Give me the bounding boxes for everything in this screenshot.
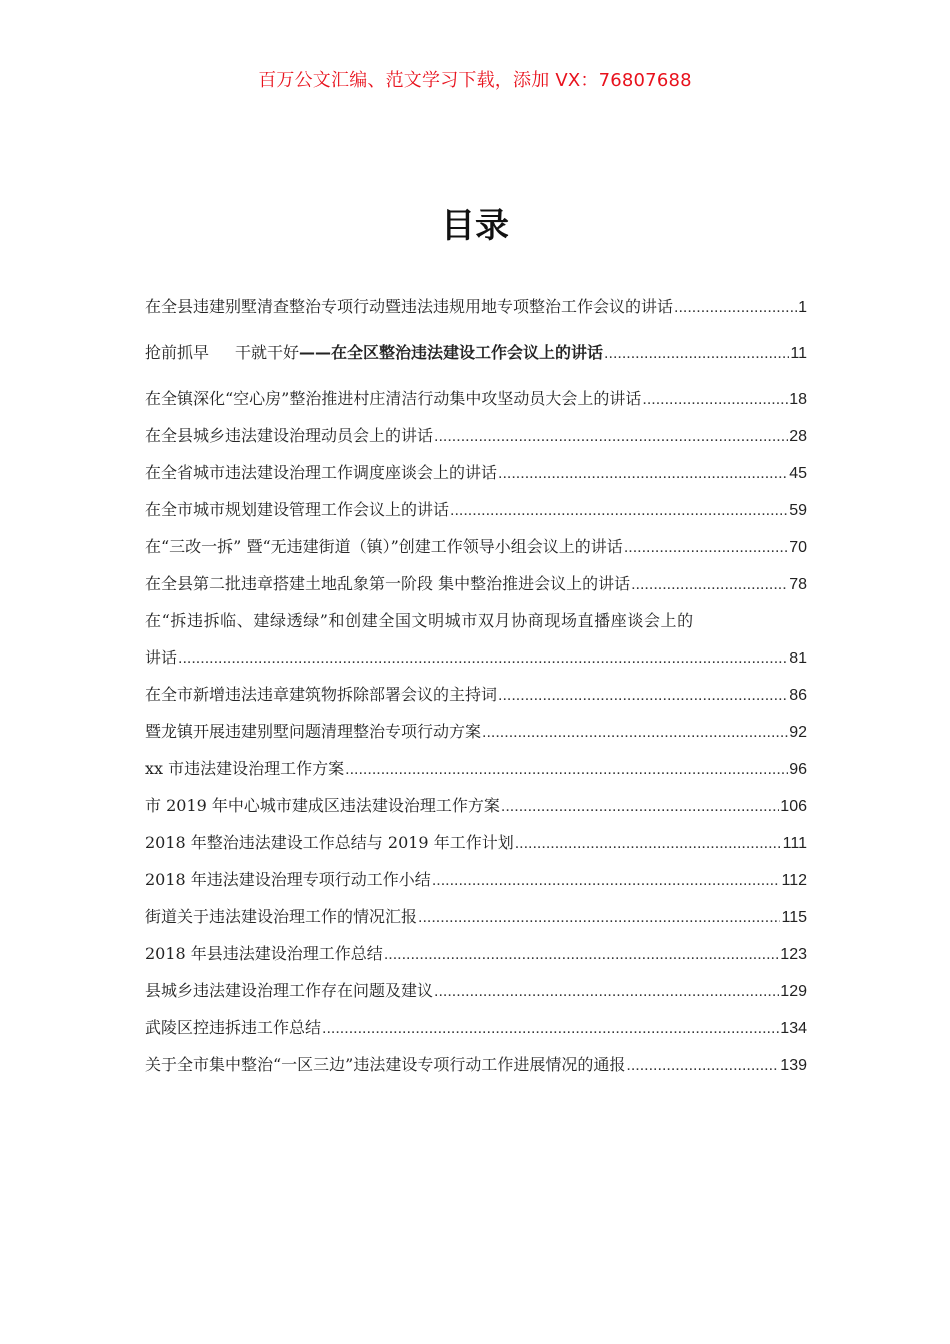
toc-entry[interactable] (145, 497, 807, 534)
toc-entry[interactable] (145, 978, 807, 1015)
toc-leader-dots (434, 983, 779, 1001)
toc-entry-page: 112 (781, 872, 807, 889)
toc-entry-label: 在全市新增违法违章建筑物拆除部署会议的主持词 (145, 685, 498, 704)
toc-leader-dots (345, 761, 788, 779)
toc-entry[interactable] (145, 830, 807, 867)
toc-entry[interactable] (145, 1052, 807, 1089)
toc-entry[interactable] (145, 904, 807, 941)
toc-entry-label: 暨龙镇开展违建别墅问题清理整治专项行动方案 (145, 722, 482, 741)
toc-entry-label: 在全市城市规划建设管理工作会议上的讲话 (145, 500, 450, 519)
toc-entry-page: 134 (780, 1020, 807, 1037)
toc-entry[interactable] (145, 534, 807, 571)
toc-entry-page: 139 (780, 1057, 807, 1074)
toc-entry-label: 在全县城乡违法建设治理动员会上的讲话 (145, 426, 434, 445)
toc-leader-dots (498, 687, 788, 705)
toc-entry-page: 81 (789, 650, 807, 667)
toc-leader-dots (642, 391, 788, 409)
toc-entry-label: 县城乡违法建设治理工作存在问题及建议 (145, 981, 434, 1000)
toc-leader-dots (604, 345, 789, 363)
toc-entry-label (145, 340, 603, 363)
toc-entry-page: 78 (789, 576, 807, 593)
header-contact-note: 百万公文汇编、范文学习下载，添加 VX：76807688 (258, 70, 692, 91)
toc-leader-dots (631, 576, 788, 594)
toc-leader-dots (434, 428, 788, 446)
toc-entry[interactable] (145, 294, 807, 331)
toc-leader-dots (384, 946, 779, 964)
toc-entry-page: 28 (789, 428, 807, 445)
toc-entry-page: 123 (780, 946, 807, 963)
toc-leader-dots (178, 650, 788, 668)
toc-entry-page: 92 (789, 724, 807, 741)
toc-entry-label: 在“拆违拆临、建绿透绿”和创建全国文明城市双月协商现场直播座谈会上的 (145, 611, 694, 630)
toc-entry[interactable] (145, 719, 807, 756)
toc-entry-label: 2018 年县违法建设治理工作总结 (145, 944, 383, 963)
toc-entry-label-part: 干就干好 (235, 343, 300, 362)
toc-entry-label: 在全省城市违法建设治理工作调度座谈会上的讲话 (145, 463, 498, 482)
toc-entry-label: 市 2019 年中心城市建成区违法建设治理工作方案 (145, 796, 500, 815)
page-title: 目录 (441, 206, 509, 246)
toc-leader-dots (450, 502, 788, 520)
toc-leader-dots (515, 835, 782, 853)
toc-entry-label: 武陵区控违拆违工作总结 (145, 1018, 322, 1037)
toc-entry[interactable] (145, 608, 807, 682)
toc-entry-page: 86 (789, 687, 807, 704)
toc-entry-subtitle: ——在全区整治违法建设工作会议上的讲话 (299, 343, 604, 362)
toc-leader-dots (498, 465, 788, 483)
toc-entry[interactable] (145, 386, 807, 423)
toc-entry[interactable] (145, 1015, 807, 1052)
toc-entry-label: 2018 年整治违法建设工作总结与 2019 年工作计划 (145, 833, 514, 852)
toc-entry-page: 70 (789, 539, 807, 556)
toc-entry-page: 1 (798, 299, 807, 316)
toc-leader-dots (624, 539, 788, 557)
toc-entry[interactable] (145, 340, 807, 377)
toc-entry-label: xx 市违法建设治理工作方案 (145, 759, 345, 778)
toc-entry-label: 在全镇深化“空心房”整治推进村庄清洁行动集中攻坚动员大会上的讲话 (145, 389, 642, 408)
toc-entry[interactable] (145, 793, 807, 830)
toc-entry-page: 129 (780, 983, 807, 1000)
toc-entry-page: 45 (789, 465, 807, 482)
toc-entry-label: 在全县违建别墅清查整治专项行动暨违法违规用地专项整治工作会议的讲话 (145, 297, 674, 316)
toc-entry-label-part: 抢前抓早 (145, 343, 210, 362)
toc-leader-dots (322, 1020, 779, 1038)
toc-entry-page: 111 (782, 835, 807, 852)
toc-leader-dots (418, 909, 780, 927)
toc-leader-dots (674, 299, 797, 317)
toc-entry-label: 在“三改一拆” 暨“无违建街道（镇）”创建工作领导小组会议上的讲话 (145, 537, 623, 556)
toc-entry[interactable] (145, 423, 807, 460)
toc-entry-label: 街道关于违法建设治理工作的情况汇报 (145, 907, 418, 926)
toc-entry-page: 11 (790, 345, 807, 362)
toc-entry[interactable] (145, 571, 807, 608)
toc-leader-dots (501, 798, 779, 816)
toc-entry-label: 2018 年违法建设治理专项行动工作小结 (145, 870, 431, 889)
toc-entry-page: 115 (781, 909, 807, 926)
toc-entry-page: 96 (789, 761, 807, 778)
toc-leader-dots (482, 724, 788, 742)
toc-entry-label: 在全县第二批违章搭建土地乱象第一阶段 集中整治推进会议上的讲话 (145, 574, 631, 593)
toc-entry[interactable] (145, 756, 807, 793)
toc-entry-label: 关于全市集中整治“一区三边”违法建设专项行动工作进展情况的通报 (145, 1055, 626, 1074)
toc-entry-page: 18 (789, 391, 807, 408)
table-of-contents (145, 294, 807, 1089)
toc-leader-dots (432, 872, 781, 890)
toc-entry-page: 59 (789, 502, 807, 519)
toc-entry[interactable] (145, 867, 807, 904)
toc-entry[interactable] (145, 460, 807, 497)
toc-leader-dots (626, 1057, 779, 1075)
toc-entry[interactable] (145, 682, 807, 719)
toc-entry[interactable] (145, 941, 807, 978)
toc-entry-label-continued: 讲话 (145, 648, 178, 667)
toc-entry-page: 106 (780, 798, 807, 815)
